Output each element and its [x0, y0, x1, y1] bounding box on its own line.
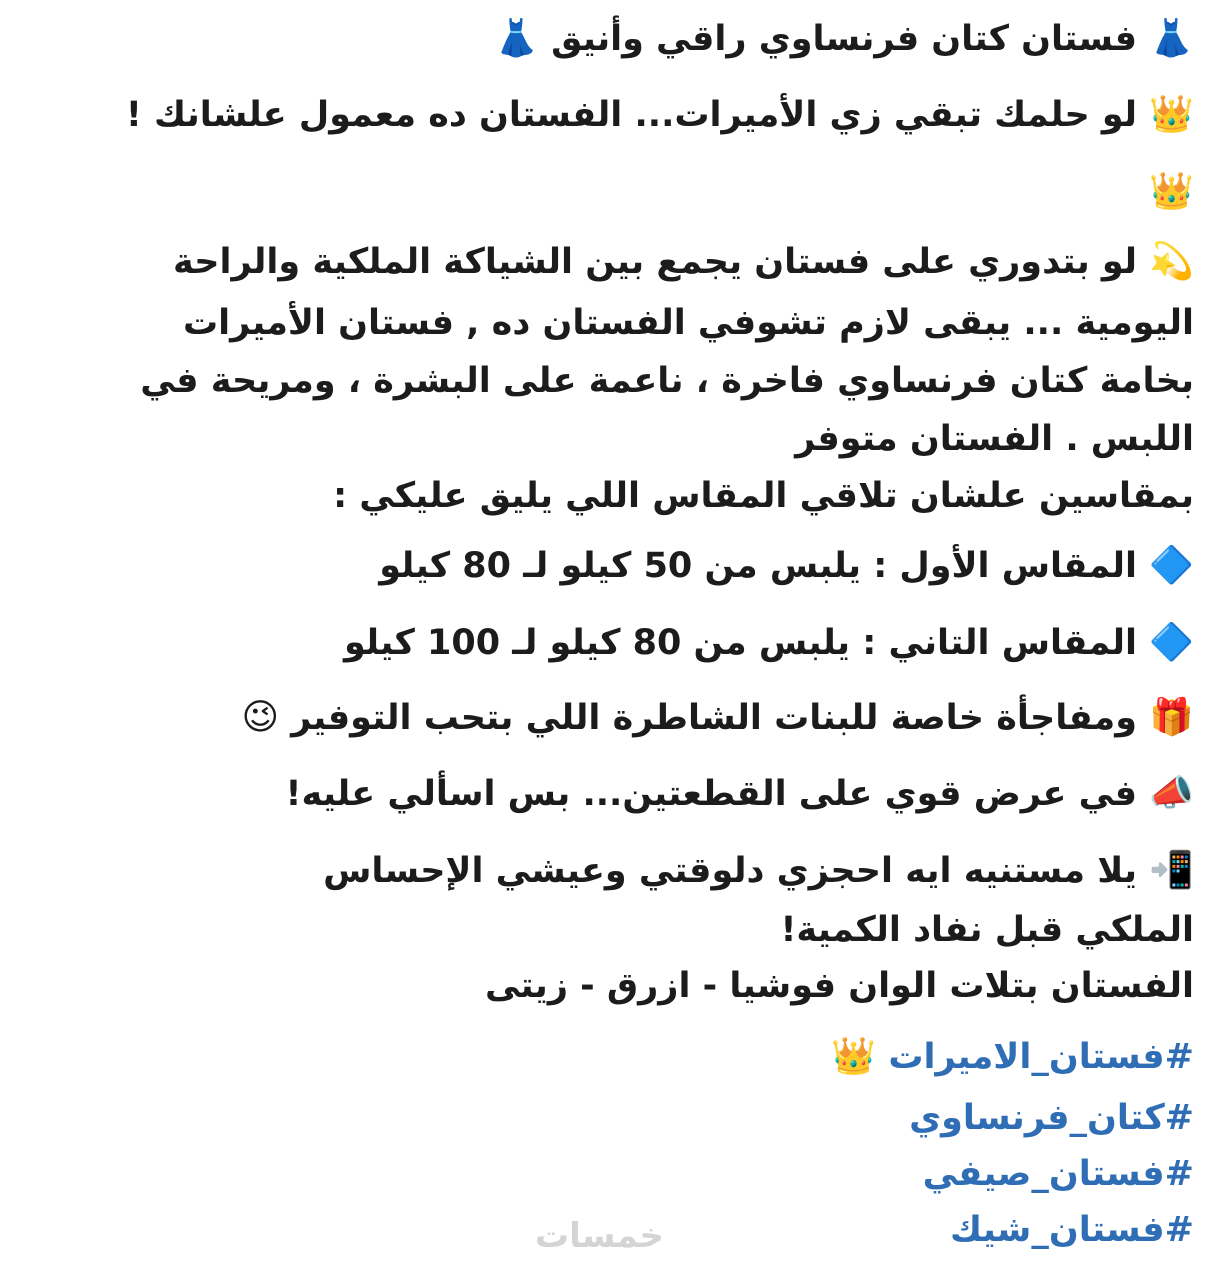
offer-line — [286, 768, 1194, 820]
mobile-phone-arrow-icon: 📲 — [1149, 850, 1194, 891]
surprise-line — [241, 692, 1194, 744]
paragraph-line-4: اللبس . الفستان متوفر — [795, 419, 1194, 459]
crown-line — [1149, 166, 1194, 218]
post-title — [494, 13, 1194, 65]
blue-diamond-icon: 🔷 — [1149, 622, 1194, 663]
size-text: المقاس الأول : يلبس من 50 كيلو لـ 80 كيلو — [379, 546, 1137, 586]
size-item-1 — [379, 540, 1194, 592]
hashtag-4[interactable]: #فستان_شيك — [950, 1210, 1194, 1250]
size-item-2 — [344, 617, 1194, 669]
paragraph-line-5: بمقاسين علشان تلاقي المقاس اللي يليق عليكي : — [333, 476, 1194, 516]
offer-text: في عرض قوي على القطعتين... بس اسألي عليه! — [285, 774, 1137, 814]
tagline — [126, 89, 1194, 141]
crown-icon: 👑 — [1149, 94, 1194, 135]
gift-icon: 🎁 — [1149, 697, 1194, 738]
blue-diamond-icon: 🔷 — [1149, 545, 1194, 586]
crown-icon: 👑 — [831, 1036, 877, 1077]
dizzy-star-icon: 💫 — [1149, 241, 1194, 282]
crown-icon: 👑 — [1149, 171, 1194, 212]
size-text: المقاس التاني : يلبس من 80 كيلو لـ 100 كيلو — [343, 623, 1137, 663]
hashtag-text[interactable]: #فستان_الاميرات — [888, 1037, 1194, 1077]
wink-face-icon: 😉 — [241, 697, 279, 738]
hashtag-3[interactable]: #فستان_صيفي — [922, 1154, 1194, 1194]
surprise-text: ومفاجأة خاصة للبنات الشاطرة اللي بتحب التوفير — [291, 698, 1137, 738]
paragraph-line-3: بخامة كتان فرنساوي فاخرة ، ناعمة على البشرة ، ومريحة في — [140, 361, 1194, 401]
cta-line-1 — [323, 845, 1194, 897]
paragraph-text: لو بتدوري على فستان يجمع بين الشياكة الملكية والراحة — [173, 242, 1137, 282]
watermark-logo: خمسات — [535, 1216, 664, 1256]
title-text: فستان كتان فرنساوي راقي وأنيق — [551, 19, 1137, 59]
megaphone-icon: 📣 — [1149, 773, 1194, 814]
dress-icon: 👗 — [1149, 18, 1194, 59]
cta-text: يلا مستنيه ايه احجزي دلوقتي وعيشي الإحساس — [323, 851, 1137, 891]
hashtag-1[interactable] — [831, 1031, 1194, 1083]
hashtag-2[interactable]: #كتان_فرنساوي — [909, 1098, 1194, 1138]
colors-line: الفستان بتلات الوان فوشيا - ازرق - زيتى — [484, 966, 1194, 1006]
cta-line-2: الملكي قبل نفاد الكمية! — [780, 910, 1194, 950]
tagline-text: لو حلمك تبقي زي الأميرات... الفستان ده معمول علشانك ! — [125, 95, 1137, 135]
paragraph-line-2: اليومية ... يبقى لازم تشوفي الفستان ده , فستان الأميرات — [183, 303, 1194, 343]
dress-icon: 👗 — [494, 18, 539, 59]
paragraph-line-1 — [173, 236, 1194, 288]
